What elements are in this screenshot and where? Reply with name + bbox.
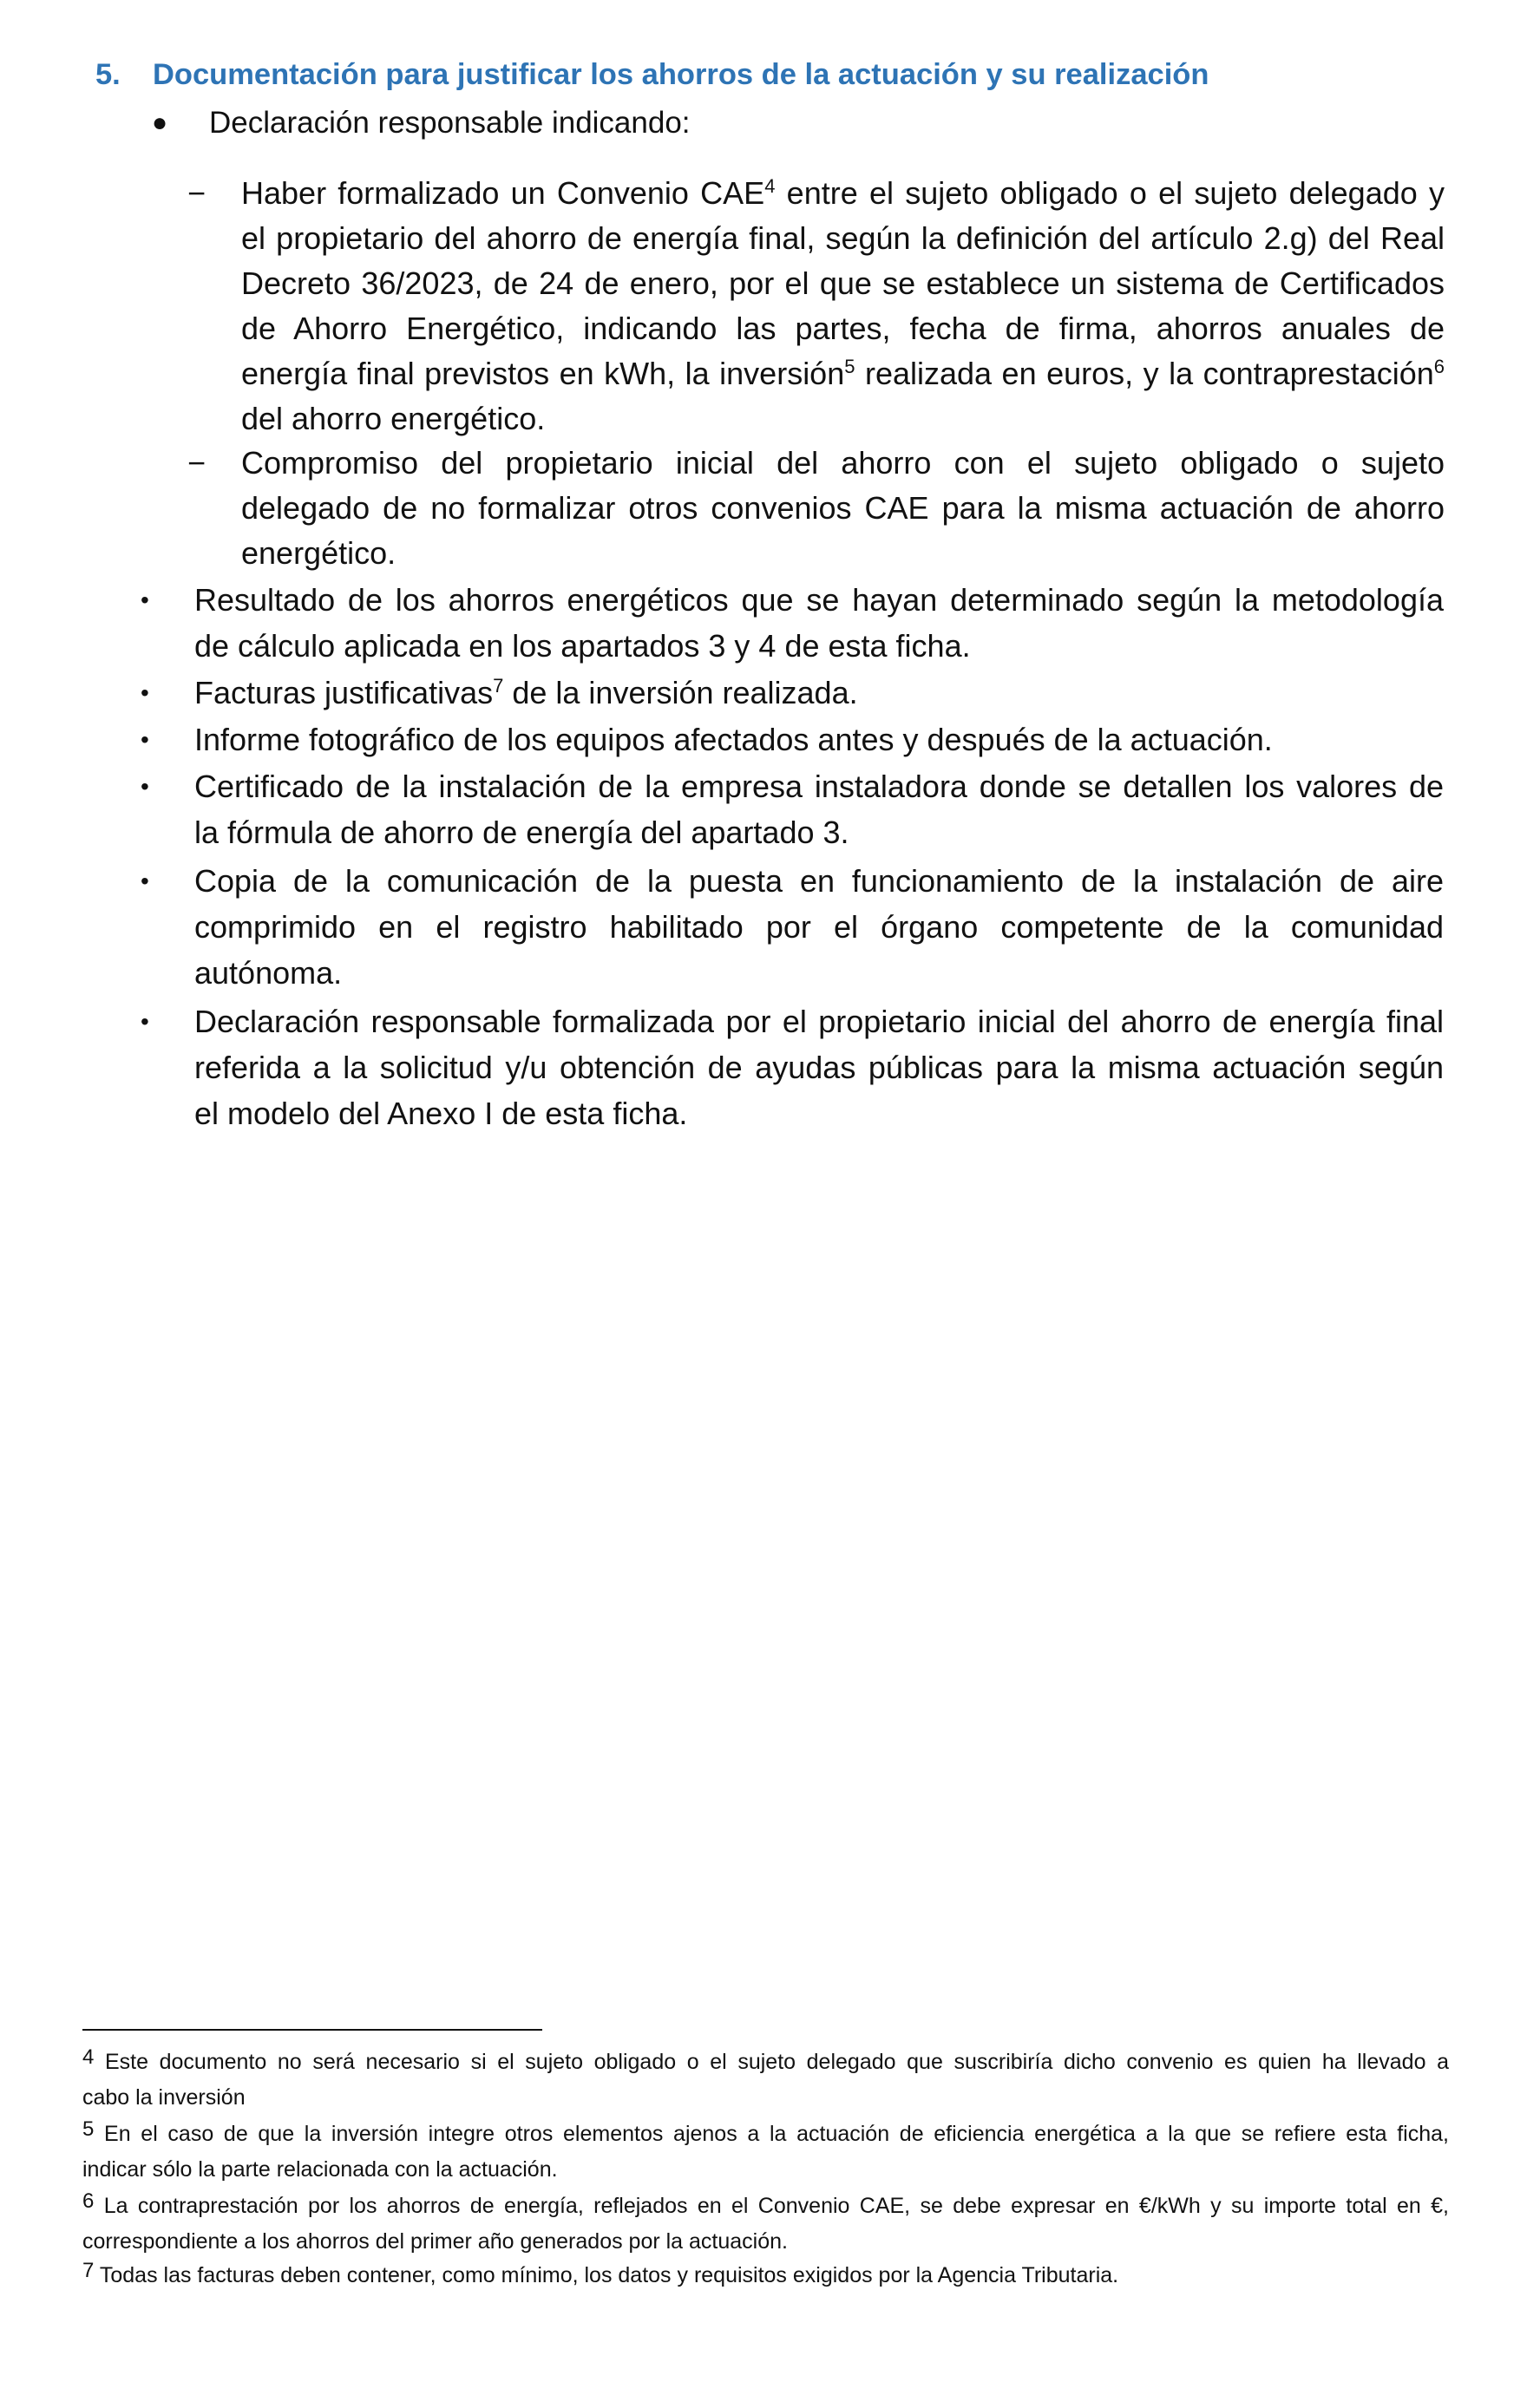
text-line: de cálculo aplicada en los apartados 3 y 4 de esta ficha. <box>194 628 971 664</box>
footnote-6 <box>82 2189 1449 2260</box>
text-line: Certificado de la instalación de la empresa instaladora donde se detallen los valores de <box>194 769 1444 804</box>
text-line: la fórmula de ahorro de energía del apartado 3. <box>194 815 849 850</box>
text-line: Copia de la comunicación de la puesta en funcionamiento de la instalación de aire <box>194 863 1444 899</box>
text-line: Compromiso del propietario inicial del ahorro con el sujeto obligado o sujeto <box>241 445 1445 481</box>
text-line: Facturas justificativas$^7$ de la inversión realizada. <box>194 675 858 710</box>
text-line: de Ahorro Energético, indicando las partes, fecha de firma, ahorros anuales de <box>241 311 1445 346</box>
footnote-line: correspondiente a los ahorros del primer año generados por la actuación. <box>82 2229 788 2254</box>
text-line: Declaración responsable formalizada por el propietario inicial del ahorro de energía final <box>194 1004 1444 1039</box>
bullet-item-body <box>194 858 1444 996</box>
bullet-marker: • <box>141 726 149 753</box>
text-line: referida a la solicitud y/u obtención de ayudas públicas para la misma actuación según <box>194 1050 1444 1085</box>
footnote-line: indicar sólo la parte relacionada con la actuación. <box>82 2157 558 2182</box>
bullet-marker: • <box>141 773 149 800</box>
bullet-marker: ● <box>152 108 168 137</box>
footnote-ref: 5 <box>844 356 855 377</box>
footnote-line: 6 La contraprestación por los ahorros de energía, reflejados en el Convenio CAE, se debe expresar en €/kWh y su importe total en €, <box>82 2189 1449 2218</box>
footnote-line: cabo la inversión <box>82 2085 246 2110</box>
bullet-marker: • <box>141 1008 149 1035</box>
footnote-ref: 6 <box>1433 356 1445 377</box>
footnote-line: 7 Todas las facturas deben contener, como mínimo, los datos y requisitos exigidos por la Agencia Tributaria. <box>82 2259 1119 2287</box>
footnote-number: 5 <box>82 2117 95 2141</box>
footnote-4 <box>82 2045 1449 2116</box>
section-heading <box>95 54 1449 95</box>
text-line: energía final previstos en kWh, la inversión$^5$ realizada en euros, y la contraprestación$^6$ <box>241 356 1445 391</box>
text-line: Informe fotográfico de los equipos afectados antes y después de la actuación. <box>194 722 1273 757</box>
footnote-ref: 4 <box>764 175 776 197</box>
text-line: del ahorro energético. <box>241 401 546 436</box>
dash-marker: − <box>187 445 206 481</box>
footnote-7 <box>82 2258 1449 2293</box>
text-line: el propietario del ahorro de energía final, según la definición del artículo 2.g) del Real <box>241 220 1445 256</box>
text-line: comprimido en el registro habilitado por el órgano competente de la comunidad <box>194 909 1444 945</box>
bullet-item-body <box>194 577 1444 669</box>
footnote-separator <box>82 2029 542 2031</box>
bullet-item-body <box>194 763 1444 855</box>
intro-text: Declaración responsable indicando: <box>209 106 691 140</box>
footnote-number: 4 <box>82 2045 95 2069</box>
bullet-item-body <box>194 998 1444 1136</box>
dash-item-body <box>241 441 1445 576</box>
text-line: Resultado de los ahorros energéticos que se hayan determinado según la metodología <box>194 582 1444 618</box>
bullet-marker: • <box>141 867 149 894</box>
footnote-line: 5 En el caso de que la inversión integre otros elementos ajenos a la actuación de eficiencia energética a la que se refiere esta ficha, <box>82 2117 1449 2146</box>
text-line: Decreto 36/2023, de 24 de enero, por el que se establece un sistema de Certificados <box>241 265 1445 301</box>
text-line: autónoma. <box>194 955 343 991</box>
footnote-line: 4 Este documento no será necesario si el sujeto obligado o el sujeto delegado que suscribiría dicho convenio es quien ha llevado a <box>82 2045 1449 2074</box>
footnote-number: 7 <box>82 2259 95 2282</box>
dash-item-body <box>241 171 1445 442</box>
footnote-number: 6 <box>82 2189 95 2213</box>
bullet-marker: • <box>141 679 149 706</box>
bullet-marker: • <box>141 586 149 613</box>
bullet-item-body <box>194 717 1444 762</box>
text-line: delegado de no formalizar otros convenios CAE para la misma actuación de ahorro <box>241 490 1445 526</box>
bullet-item-body <box>194 670 1444 716</box>
text-line: Haber formalizado un Convenio CAE$^4$ entre el sujeto obligado o el sujeto delegado y <box>241 175 1445 211</box>
dash-marker: − <box>187 175 206 211</box>
section-title: Documentación para justificar los ahorros de la actuación y su realización <box>153 58 1209 91</box>
text-line: energético. <box>241 535 396 571</box>
footnote-5 <box>82 2117 1449 2188</box>
section-number: 5. <box>95 58 121 91</box>
footnote-ref: 7 <box>493 675 504 697</box>
text-line: el modelo del Anexo I de esta ficha. <box>194 1096 688 1131</box>
